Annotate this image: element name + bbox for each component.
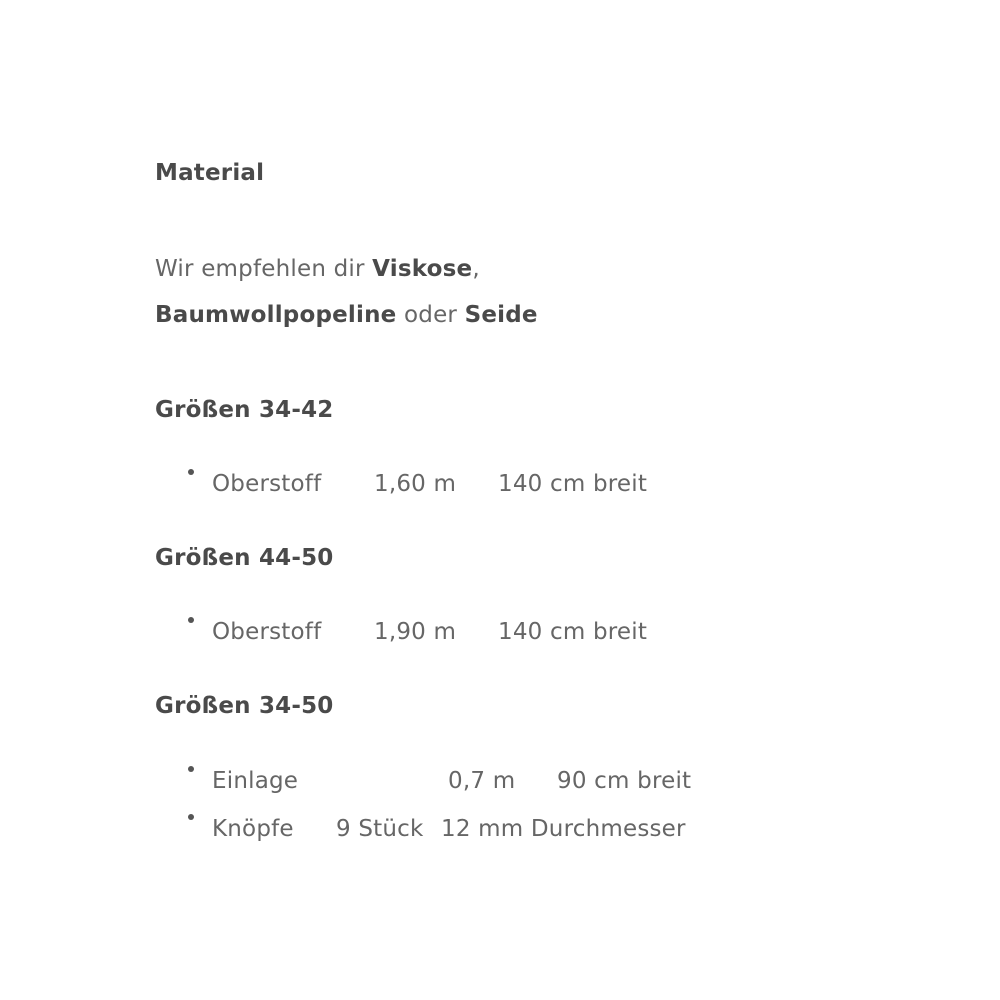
recommendation-comma: , bbox=[472, 256, 480, 282]
item-amount: 1,90 m bbox=[374, 619, 457, 645]
item-name: Knöpfe bbox=[212, 816, 294, 842]
recommendation-intro: Wir empfehlen dir bbox=[155, 256, 373, 282]
recommendation-line-2 bbox=[155, 302, 538, 328]
item-width: 90 cm breit bbox=[557, 768, 692, 794]
bullet-icon bbox=[188, 617, 194, 623]
item-amount: 1,60 m bbox=[374, 471, 457, 497]
item-name: Oberstoff bbox=[212, 619, 322, 645]
item-name: Einlage bbox=[212, 768, 299, 794]
bullet-icon bbox=[188, 469, 194, 475]
item-width: 140 cm breit bbox=[498, 619, 648, 645]
size-heading-44-50: Größen 44-50 bbox=[155, 545, 334, 571]
size-heading-34-50: Größen 34-50 bbox=[155, 693, 334, 719]
size-heading-34-42: Größen 34-42 bbox=[155, 397, 334, 423]
fabric-baumwollpopeline: Baumwollpopeline bbox=[155, 302, 397, 328]
item-amount: 9 Stück bbox=[336, 816, 424, 842]
recommendation-connector: oder bbox=[396, 302, 465, 328]
fabric-seide: Seide bbox=[464, 302, 538, 328]
recommendation-line-1 bbox=[155, 256, 480, 282]
material-heading: Material bbox=[155, 160, 265, 186]
item-name: Oberstoff bbox=[212, 471, 322, 497]
item-amount: 0,7 m bbox=[448, 768, 516, 794]
bullet-icon bbox=[188, 766, 194, 772]
bullet-icon bbox=[188, 814, 194, 820]
fabric-viskose: Viskose bbox=[372, 256, 473, 282]
item-width: 12 mm Durchmesser bbox=[441, 816, 686, 842]
item-width: 140 cm breit bbox=[498, 471, 648, 497]
